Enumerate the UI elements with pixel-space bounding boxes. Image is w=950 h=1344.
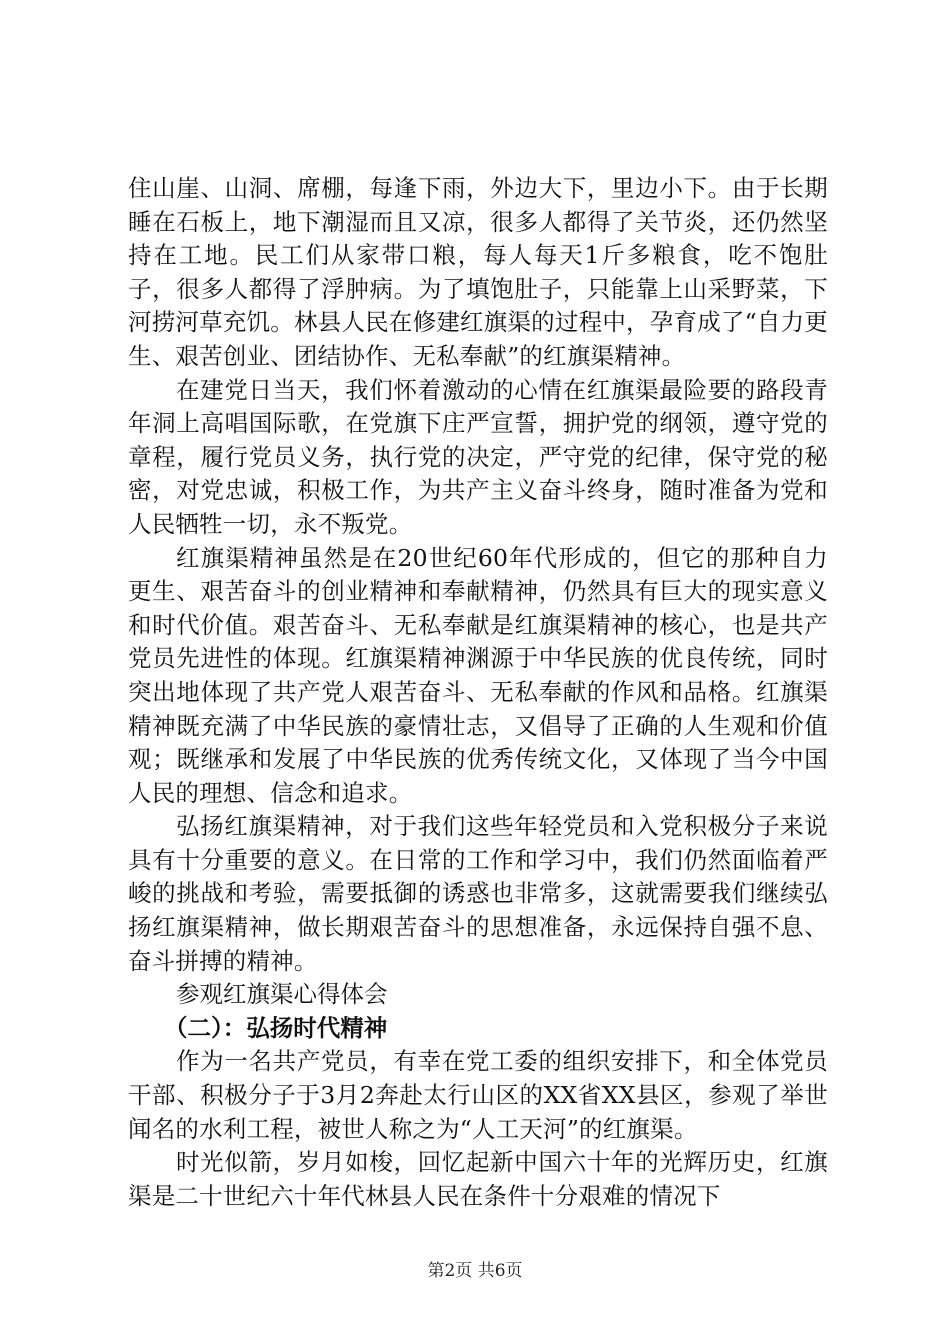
page-footer: 第2页 共6页 (427, 1261, 523, 1281)
section-heading: （二）：弘扬时代精神 (164, 1013, 388, 1042)
paragraph-1: 住山崖、山洞、席棚，每逢下雨，外边大下，里边小下。由于长期睡在石板上，地下潮湿而且又凉，很多人都得了关节炎，还仍然坚持在工地。民工们从家带口粮，每人每天1斤多粮食，吃不饱肚子，很多人都得了浮肿病。为了填饱肚子，只能靠上山采野菜，下河捞河草充饥。林县人民在修建红旗渠的过程中，孕育成了“自力更生、艰苦创业、团结协作、无私奉献”的红旗渠精神。 (128, 174, 828, 370)
paragraph-5: 作为一名共产党员，有幸在党工委的组织安排下，和全体党员干部、积极分子于3月2奔赴太行山区的XX省XX县区，参观了举世闻名的水利工程，被世人称之为“人工天河”的红旗渠。 (128, 1047, 828, 1143)
document-body (128, 172, 828, 1213)
paragraph-6: 时光似箭，岁月如梭，回忆起新中国六十年的光辉历史，红旗渠是二十世纪六十年代林县人民在条件十分艰难的情况下 (128, 1148, 828, 1210)
section-subtitle: 参观红旗渠心得体会 (176, 980, 388, 1009)
paragraph-4: 弘扬红旗渠精神，对于我们这些年轻党员和入党积极分子来说具有十分重要的意义。在日常的工作和学习中，我们仍然面临着严峻的挑战和考验，需要抵御的诱惑也非常多，这就需要我们继续弘扬红旗渠精神，做长期艰苦奋斗的思想准备，永远保持自强不息、奋斗拼搏的精神。 (128, 812, 828, 975)
paragraph-3: 红旗渠精神虽然是在20世纪60年代形成的，但它的那种自力更生、艰苦奋斗的创业精神和奉献精神，仍然具有巨大的现实意义和时代价值。艰苦奋斗、无私奉献是红旗渠精神的核心，也是共产党员先进性的体现。红旗渠精神渊源于中华民族的优良传统，同时突出地体现了共产党人艰苦奋斗、无私奉献的作风和品格。红旗渠精神既充满了中华民族的豪情壮志，又倡导了正确的人生观和价值观；既继承和发展了中华民族的优秀传统文化，又体现了当今中国人民的理想、信念和追求。 (128, 543, 828, 807)
paragraph-2: 在建党日当天，我们怀着激动的心情在红旗渠最险要的路段青年洞上高唱国际歌，在党旗下庄严宣誓，拥护党的纲领，遵守党的章程，履行党员义务，执行党的决定，严守党的纪律，保守党的秘密，对党忠诚，积极工作，为共产主义奋斗终身，随时准备为党和人民牺牲一切，永不叛党。 (128, 375, 828, 538)
